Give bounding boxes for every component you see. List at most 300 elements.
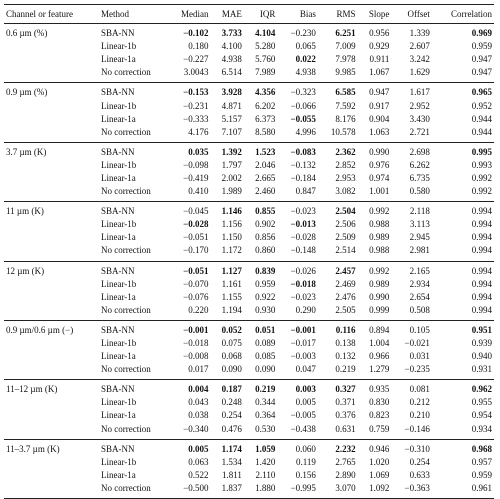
- iqr-cell: 0.860: [244, 244, 277, 261]
- mae-cell: 4.871: [221, 100, 242, 111]
- rms-cell: 2.505: [318, 304, 358, 321]
- method-cell: Linear-1b: [101, 41, 137, 52]
- channel-cell: [4, 304, 99, 321]
- method-cell: Linear-1b: [101, 219, 137, 230]
- median-cell: −0.170: [167, 244, 210, 261]
- header-slope: Slope: [358, 5, 392, 24]
- method-cell: Linear-1a: [101, 410, 136, 421]
- table-row: [4, 40, 494, 53]
- offset-cell: 1.339: [409, 28, 430, 39]
- median-cell: −0.051: [183, 265, 209, 276]
- channel-cell: 12 µm (K): [6, 265, 45, 276]
- median-cell: −0.076: [183, 291, 209, 302]
- rms-cell: 7.978: [335, 54, 356, 65]
- median-cell: 0.038: [188, 410, 209, 421]
- rms-cell: 6.251: [335, 28, 356, 39]
- iqr-cell: 0.902: [255, 219, 276, 230]
- bias-cell: 0.060: [295, 443, 316, 454]
- channel-cell: 0.6 µm (%): [6, 28, 48, 39]
- header-offset: Offset: [391, 5, 431, 24]
- table-row: [4, 337, 494, 350]
- iqr-cell: 0.930: [244, 304, 277, 321]
- method-cell: Linear-1a: [101, 172, 136, 183]
- mae-cell: 1.174: [221, 443, 242, 454]
- median-cell: −0.231: [183, 100, 209, 111]
- bias-cell: −0.148: [277, 244, 318, 261]
- mae-cell: 0.068: [221, 351, 242, 362]
- median-cell: −0.333: [183, 113, 209, 124]
- correlation-cell: 0.962: [471, 384, 492, 395]
- method-cell: Linear-1b: [101, 397, 137, 408]
- bias-cell: −0.995: [277, 482, 318, 499]
- header-median: Median: [167, 5, 210, 24]
- iqr-cell: 5.760: [255, 54, 276, 65]
- table-row: [4, 350, 494, 363]
- slope-cell: 0.946: [369, 443, 390, 454]
- median-cell: 0.220: [167, 304, 210, 321]
- rms-cell: 0.376: [335, 410, 356, 421]
- offset-cell: 3.242: [409, 54, 430, 65]
- offset-cell: 0.580: [391, 185, 431, 202]
- correlation-cell: 0.957: [471, 456, 492, 467]
- correlation-cell: 0.961: [432, 482, 494, 499]
- table-row: [4, 278, 494, 291]
- bias-cell: −0.230: [290, 28, 316, 39]
- table-row: [4, 469, 494, 482]
- iqr-cell: 2.665: [255, 172, 276, 183]
- median-cell: −0.227: [183, 54, 209, 65]
- slope-cell: 0.956: [369, 28, 390, 39]
- bias-cell: −0.184: [290, 172, 316, 183]
- channel-cell: 3.7 µm (K): [6, 146, 47, 157]
- mae-cell: 0.187: [221, 384, 242, 395]
- median-cell: 0.005: [188, 443, 209, 454]
- slope-cell: 0.917: [369, 100, 390, 111]
- offset-cell: 2.981: [391, 244, 431, 261]
- correlation-cell: 0.992: [432, 185, 494, 202]
- table-row: [4, 126, 494, 143]
- slope-cell: 0.989: [369, 232, 390, 243]
- offset-cell: 0.081: [409, 384, 430, 395]
- slope-cell: 0.823: [369, 410, 390, 421]
- bias-cell: 0.005: [295, 397, 316, 408]
- slope-cell: 0.947: [369, 87, 390, 98]
- channel-cell: [4, 53, 99, 66]
- method-cell: No correction: [99, 482, 167, 499]
- median-cell: 0.004: [188, 384, 209, 395]
- offset-cell: 6.262: [409, 159, 430, 170]
- channel-cell: 11–12 µm (K): [6, 384, 58, 395]
- channel-cell: 11–3.7 µm (K): [6, 443, 60, 454]
- iqr-cell: 6.202: [255, 100, 276, 111]
- iqr-cell: 8.580: [244, 126, 277, 143]
- table-row: [4, 66, 494, 83]
- median-cell: 0.410: [167, 185, 210, 202]
- rms-cell: 2.362: [335, 146, 356, 157]
- channel-cell: 0.9 µm/0.6 µm (−): [6, 324, 74, 335]
- method-cell: No correction: [99, 363, 167, 380]
- rms-cell: 6.585: [335, 87, 356, 98]
- bias-cell: −0.083: [290, 146, 316, 157]
- channel-cell: [4, 456, 99, 469]
- median-cell: 4.176: [167, 126, 210, 143]
- bias-cell: −0.023: [290, 206, 316, 217]
- slope-cell: 1.020: [369, 456, 390, 467]
- rms-cell: 0.219: [318, 363, 358, 380]
- median-cell: 3.0043: [167, 66, 210, 83]
- bias-cell: 0.290: [277, 304, 318, 321]
- rms-cell: 0.371: [335, 397, 356, 408]
- slope-cell: 0.966: [369, 351, 390, 362]
- offset-cell: 3.430: [409, 113, 430, 124]
- method-cell: Linear-1a: [101, 113, 136, 124]
- correlation-cell: 0.954: [471, 410, 492, 421]
- channel-cell: [4, 185, 99, 202]
- correlation-cell: 0.994: [432, 304, 494, 321]
- offset-cell: 2.654: [409, 291, 430, 302]
- table-body: [4, 24, 494, 499]
- bias-cell: −0.028: [290, 232, 316, 243]
- mae-cell: 4.100: [221, 41, 242, 52]
- offset-cell: 0.212: [409, 397, 430, 408]
- channel-cell: [4, 363, 99, 380]
- mae-cell: 1.837: [210, 482, 243, 499]
- slope-cell: 0.992: [369, 206, 390, 217]
- slope-cell: 1.279: [358, 363, 392, 380]
- correlation-cell: 0.994: [471, 219, 492, 230]
- method-cell: No correction: [99, 423, 167, 440]
- median-cell: 0.063: [188, 456, 209, 467]
- offset-cell: 2.698: [409, 146, 430, 157]
- channel-cell: [4, 291, 99, 304]
- channel-cell: [4, 172, 99, 185]
- table-row: [4, 482, 494, 499]
- iqr-cell: 0.090: [244, 363, 277, 380]
- median-cell: −0.500: [167, 482, 210, 499]
- iqr-cell: 6.373: [255, 113, 276, 124]
- table-row: [4, 231, 494, 244]
- mae-cell: 0.476: [210, 423, 243, 440]
- method-cell: Linear-1b: [101, 278, 137, 289]
- iqr-cell: 1.523: [255, 146, 276, 157]
- method-cell: Linear-1b: [101, 100, 137, 111]
- slope-cell: 0.999: [358, 304, 392, 321]
- correlation-cell: 0.994: [471, 206, 492, 217]
- slope-cell: 1.092: [358, 482, 392, 499]
- table-row: [4, 172, 494, 185]
- iqr-cell: 4.104: [255, 28, 276, 39]
- channel-cell: [4, 350, 99, 363]
- offset-cell: 0.210: [409, 410, 430, 421]
- correlation-cell: 0.959: [471, 469, 492, 480]
- iqr-cell: 0.959: [255, 278, 276, 289]
- slope-cell: 0.894: [369, 324, 390, 335]
- channel-cell: [4, 126, 99, 143]
- bias-cell: −0.001: [290, 324, 316, 335]
- header-mae: MAE: [210, 5, 243, 24]
- iqr-cell: 0.219: [255, 384, 276, 395]
- rms-cell: 2.852: [335, 159, 356, 170]
- correlation-cell: 0.994: [471, 232, 492, 243]
- table-row: [4, 291, 494, 304]
- rms-cell: 0.116: [335, 324, 356, 335]
- mae-cell: 0.075: [221, 338, 242, 349]
- rms-cell: 2.890: [335, 469, 356, 480]
- table-row: [4, 304, 494, 321]
- slope-cell: 0.989: [369, 278, 390, 289]
- correlation-cell: 0.994: [471, 278, 492, 289]
- mae-cell: 1.811: [221, 469, 242, 480]
- rms-cell: 0.631: [318, 423, 358, 440]
- median-cell: −0.340: [167, 423, 210, 440]
- bias-cell: −0.003: [290, 351, 316, 362]
- channel-cell: [4, 159, 99, 172]
- rms-cell: 2.476: [335, 291, 356, 302]
- mae-cell: 1.156: [221, 219, 242, 230]
- mae-cell: 1.161: [221, 278, 242, 289]
- bias-cell: 0.156: [295, 469, 316, 480]
- slope-cell: 1.069: [369, 469, 390, 480]
- iqr-cell: 4.356: [255, 87, 276, 98]
- header-iqr: IQR: [244, 5, 277, 24]
- rms-cell: 3.070: [318, 482, 358, 499]
- median-cell: −0.051: [183, 232, 209, 243]
- rms-cell: 2.469: [335, 278, 356, 289]
- offset-cell: 2.945: [409, 232, 430, 243]
- slope-cell: 0.929: [369, 41, 390, 52]
- method-cell: Linear-1b: [101, 159, 137, 170]
- slope-cell: 1.063: [358, 126, 392, 143]
- channel-cell: [4, 469, 99, 482]
- slope-cell: 0.974: [369, 172, 390, 183]
- mae-cell: 5.157: [221, 113, 242, 124]
- channel-cell: [4, 244, 99, 261]
- median-cell: −0.153: [183, 87, 209, 98]
- iqr-cell: 0.364: [255, 410, 276, 421]
- bias-cell: −0.132: [290, 159, 316, 170]
- iqr-cell: 7.989: [244, 66, 277, 83]
- channel-cell: [4, 66, 99, 83]
- method-cell: No correction: [99, 126, 167, 143]
- median-cell: −0.102: [183, 28, 209, 39]
- method-cell: Linear-1b: [101, 456, 137, 467]
- bias-cell: −0.005: [290, 410, 316, 421]
- rms-cell: 8.176: [335, 113, 356, 124]
- bias-cell: 4.996: [277, 126, 318, 143]
- slope-cell: 1.004: [369, 338, 390, 349]
- offset-cell: −0.363: [391, 482, 431, 499]
- iqr-cell: 2.110: [255, 469, 276, 480]
- median-cell: 0.035: [188, 146, 209, 157]
- correlation-cell: 0.955: [471, 397, 492, 408]
- bias-cell: 4.938: [277, 66, 318, 83]
- bias-cell: −0.018: [290, 278, 316, 289]
- channel-cell: [4, 396, 99, 409]
- correlation-cell: 0.934: [432, 423, 494, 440]
- iqr-cell: 0.922: [255, 291, 276, 302]
- median-cell: −0.001: [183, 324, 209, 335]
- slope-cell: 0.992: [369, 265, 390, 276]
- slope-cell: 0.904: [369, 113, 390, 124]
- correlation-cell: 0.952: [471, 100, 492, 111]
- offset-cell: 0.105: [409, 324, 430, 335]
- channel-cell: [4, 337, 99, 350]
- bias-cell: −0.066: [290, 100, 316, 111]
- offset-cell: 0.633: [409, 469, 430, 480]
- mae-cell: 0.052: [221, 324, 242, 335]
- slope-cell: 0.830: [369, 397, 390, 408]
- median-cell: −0.045: [183, 206, 209, 217]
- offset-cell: 6.735: [409, 172, 430, 183]
- channel-cell: 11 µm (K): [6, 206, 44, 217]
- mae-cell: 2.002: [221, 172, 242, 183]
- method-cell: SBA-NN: [101, 206, 135, 217]
- offset-cell: 2.721: [391, 126, 431, 143]
- bias-cell: −0.438: [277, 423, 318, 440]
- bias-cell: 0.065: [295, 41, 316, 52]
- table-row: [4, 83, 494, 100]
- method-cell: SBA-NN: [101, 265, 135, 276]
- bias-cell: −0.017: [290, 338, 316, 349]
- method-cell: SBA-NN: [101, 443, 135, 454]
- table-row: [4, 363, 494, 380]
- statistics-table: [4, 4, 494, 499]
- iqr-cell: 0.344: [255, 397, 276, 408]
- table-row: [4, 99, 494, 112]
- table-row: [4, 320, 494, 337]
- header-correlation: Correlation: [432, 5, 494, 24]
- table-row: [4, 142, 494, 159]
- mae-cell: 6.514: [210, 66, 243, 83]
- slope-cell: 0.988: [358, 244, 392, 261]
- offset-cell: 2.607: [409, 41, 430, 52]
- header-channel: Channel or feature: [4, 5, 99, 24]
- offset-cell: 0.031: [409, 351, 430, 362]
- rms-cell: 3.082: [318, 185, 358, 202]
- slope-cell: 0.990: [369, 146, 390, 157]
- table-row: [4, 113, 494, 126]
- mae-cell: 1.155: [221, 291, 242, 302]
- table-row: [4, 423, 494, 440]
- median-cell: 0.180: [188, 41, 209, 52]
- correlation-cell: 0.994: [432, 244, 494, 261]
- median-cell: −0.070: [183, 278, 209, 289]
- mae-cell: 1.172: [210, 244, 243, 261]
- rms-cell: 0.327: [335, 384, 356, 395]
- offset-cell: 2.165: [409, 265, 430, 276]
- table-row: [4, 24, 494, 41]
- header-rms: RMS: [318, 5, 358, 24]
- iqr-cell: 2.046: [255, 159, 276, 170]
- bias-cell: 0.847: [277, 185, 318, 202]
- mae-cell: 1.392: [221, 146, 242, 157]
- iqr-cell: 0.051: [255, 324, 276, 335]
- slope-cell: 0.911: [369, 54, 390, 65]
- offset-cell: −0.146: [391, 423, 431, 440]
- correlation-cell: 0.969: [471, 28, 492, 39]
- bias-cell: 0.022: [295, 54, 316, 65]
- offset-cell: 1.629: [391, 66, 431, 83]
- iqr-cell: 5.280: [255, 41, 276, 52]
- bias-cell: 0.003: [295, 384, 316, 395]
- slope-cell: 0.935: [369, 384, 390, 395]
- correlation-cell: 0.944: [432, 126, 494, 143]
- bias-cell: −0.013: [290, 219, 316, 230]
- table-row: [4, 380, 494, 397]
- correlation-cell: 0.968: [471, 443, 492, 454]
- method-cell: No correction: [99, 304, 167, 321]
- method-cell: Linear-1a: [101, 291, 136, 302]
- offset-cell: 1.617: [409, 87, 430, 98]
- mae-cell: 0.254: [221, 410, 242, 421]
- method-cell: Linear-1a: [101, 232, 136, 243]
- channel-cell: [4, 409, 99, 422]
- mae-cell: 1.127: [221, 265, 242, 276]
- header-method: Method: [99, 5, 167, 24]
- median-cell: 0.017: [167, 363, 210, 380]
- correlation-cell: 0.965: [471, 87, 492, 98]
- iqr-cell: 1.880: [244, 482, 277, 499]
- mae-cell: 7.107: [210, 126, 243, 143]
- mae-cell: 1.146: [221, 206, 242, 217]
- correlation-cell: 0.992: [471, 172, 492, 183]
- mae-cell: 1.534: [221, 456, 242, 467]
- correlation-cell: 0.931: [432, 363, 494, 380]
- iqr-cell: 0.839: [255, 265, 276, 276]
- iqr-cell: 0.855: [255, 206, 276, 217]
- rms-cell: 0.138: [335, 338, 356, 349]
- channel-cell: [4, 482, 99, 499]
- rms-cell: 9.985: [318, 66, 358, 83]
- rms-cell: 7.009: [335, 41, 356, 52]
- mae-cell: 0.248: [221, 397, 242, 408]
- header-row: [4, 5, 494, 24]
- median-cell: −0.018: [183, 338, 209, 349]
- rms-cell: 2.953: [335, 172, 356, 183]
- iqr-cell: 1.420: [255, 456, 276, 467]
- bias-cell: 0.047: [277, 363, 318, 380]
- rms-cell: 2.509: [335, 232, 356, 243]
- rms-cell: 2.506: [335, 219, 356, 230]
- table-row: [4, 439, 494, 456]
- method-cell: SBA-NN: [101, 384, 135, 395]
- method-cell: Linear-1b: [101, 338, 137, 349]
- table-row: [4, 261, 494, 278]
- median-cell: −0.028: [183, 219, 209, 230]
- correlation-cell: 0.947: [432, 66, 494, 83]
- mae-cell: 3.733: [221, 28, 242, 39]
- mae-cell: 4.938: [221, 54, 242, 65]
- bias-cell: 0.119: [295, 456, 316, 467]
- table-row: [4, 202, 494, 219]
- rms-cell: 2.765: [335, 456, 356, 467]
- rms-cell: 2.514: [318, 244, 358, 261]
- median-cell: −0.008: [183, 351, 209, 362]
- bias-cell: −0.323: [290, 87, 316, 98]
- correlation-cell: 0.944: [471, 113, 492, 124]
- method-cell: Linear-1a: [101, 351, 136, 362]
- channel-cell: [4, 40, 99, 53]
- correlation-cell: 0.947: [471, 54, 492, 65]
- mae-cell: 3.928: [221, 87, 242, 98]
- mae-cell: 1.797: [221, 159, 242, 170]
- offset-cell: 3.113: [409, 219, 430, 230]
- offset-cell: 0.508: [391, 304, 431, 321]
- bias-cell: −0.055: [290, 113, 316, 124]
- channel-cell: [4, 231, 99, 244]
- method-cell: SBA-NN: [101, 87, 135, 98]
- mae-cell: 1.150: [221, 232, 242, 243]
